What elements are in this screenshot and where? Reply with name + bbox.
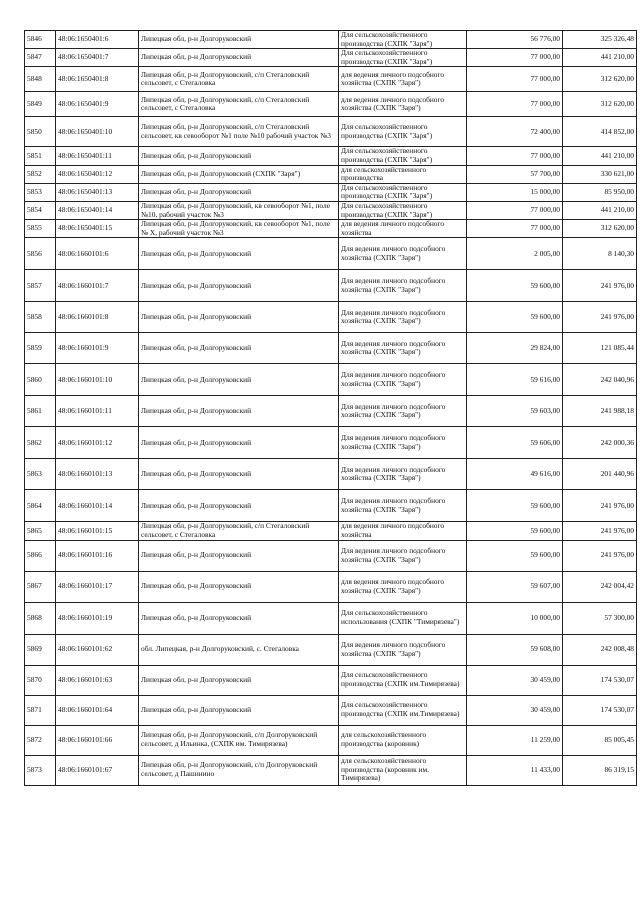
cadastral-number-cell: 48:06:1660101:14 [56, 490, 139, 522]
permitted-use-cell: для ведения личного подсобного хозяйства (СХПК "Заря") [339, 571, 467, 602]
table-row [25, 302, 637, 333]
row-number-cell: 5862 [25, 427, 56, 459]
table-row [25, 183, 637, 201]
row-number-cell: 5861 [25, 396, 56, 427]
table-row [25, 602, 637, 634]
cadastral-value-cell: 330 621,00 [563, 165, 637, 183]
row-number-cell: 5860 [25, 364, 56, 396]
row-number-cell: 5852 [25, 165, 56, 183]
permitted-use-cell: Для ведения личного подсобного хозяйства (СХПК "Заря") [339, 333, 467, 364]
cadastral-value-cell: 242 000,36 [563, 427, 637, 459]
table-row [25, 725, 637, 755]
address-cell: Липецкая обл, р-н Долгоруковский, с/п Стегаловский сельсовет, с Стегаловка [139, 522, 339, 540]
row-number-cell: 5851 [25, 147, 56, 165]
permitted-use-cell: Для ведения личного подсобного хозяйства (СХПК "Заря") [339, 238, 467, 270]
address-cell: Липецкая обл, р-н Долгоруковский, с/п Долгоруковский сельсовет, д Ильинка, (СХПК им. Тимирязева) [139, 725, 339, 755]
address-cell: Липецкая обл, р-н Долгоруковский [139, 147, 339, 165]
address-cell: Липецкая обл, р-н Долгоруковский [139, 364, 339, 396]
cadastral-value-cell: 441 210,00 [563, 49, 637, 67]
cadastral-value-cell: 312 620,00 [563, 92, 637, 117]
area-cell: 72 400,00 [467, 117, 563, 147]
address-cell: Липецкая обл, р-н Долгоруковский [139, 302, 339, 333]
permitted-use-cell: Для ведения личного подсобного хозяйства (СХПК "Заря") [339, 364, 467, 396]
table-row [25, 522, 637, 540]
cadastral-value-cell: 57 300,00 [563, 602, 637, 634]
area-cell: 11 259,00 [467, 725, 563, 755]
cadastral-value-cell: 241 988,18 [563, 396, 637, 427]
permitted-use-cell: Для сельскохозяйственного производства (СХПК "Заря") [339, 201, 467, 219]
permitted-use-cell: для сельскохозяйственного производства (коровник им. Тимирязева) [339, 755, 467, 785]
address-cell: Липецкая обл, р-н Долгоруковский [139, 49, 339, 67]
cadastral-number-cell: 48:06:1660101:16 [56, 540, 139, 571]
row-number-cell: 5872 [25, 725, 56, 755]
permitted-use-cell: для ведения личного подсобного хозяйства (СХПК "Заря") [339, 67, 467, 92]
row-number-cell: 5867 [25, 571, 56, 602]
permitted-use-cell: Для сельскохозяйственного производства (СХПК им.Тимирязева) [339, 695, 467, 725]
cadastral-value-cell: 312 620,00 [563, 220, 637, 238]
table-row [25, 571, 637, 602]
row-number-cell: 5857 [25, 270, 56, 302]
row-number-cell: 5859 [25, 333, 56, 364]
cadastral-value-cell: 312 620,00 [563, 67, 637, 92]
address-cell: Липецкая обл, р-н Долгоруковский [139, 333, 339, 364]
row-number-cell: 5846 [25, 31, 56, 49]
row-number-cell: 5866 [25, 540, 56, 571]
area-cell: 10 000,00 [467, 602, 563, 634]
permitted-use-cell: Для ведения личного подсобного хозяйства (СХПК "Заря") [339, 270, 467, 302]
table-body [25, 31, 637, 786]
cadastral-number-cell: 48:06:1650401:13 [56, 183, 139, 201]
cadastral-value-cell: 414 852,00 [563, 117, 637, 147]
address-cell: Липецкая обл, р-н Долгоруковский, кв севооборот №1, поле № X, рабочий участок №3 [139, 220, 339, 238]
address-cell: обл. Липецкая, р-н Долгоруковский, с. Стегаловка [139, 634, 339, 665]
table-row [25, 117, 637, 147]
address-cell: Липецкая обл, р-н Долгоруковский [139, 238, 339, 270]
permitted-use-cell: для ведения личного подсобного хозяйства [339, 522, 467, 540]
area-cell: 30 459,00 [467, 665, 563, 695]
cadastral-number-cell: 48:06:1660101:8 [56, 302, 139, 333]
cadastral-value-cell: 85 950,00 [563, 183, 637, 201]
area-cell: 59 606,00 [467, 427, 563, 459]
row-number-cell: 5863 [25, 459, 56, 490]
cadastral-value-cell: 241 976,00 [563, 302, 637, 333]
cadastral-value-cell: 242 004,42 [563, 571, 637, 602]
row-number-cell: 5849 [25, 92, 56, 117]
address-cell: Липецкая обл, р-н Долгоруковский [139, 490, 339, 522]
area-cell: 49 616,00 [467, 459, 563, 490]
permitted-use-cell: для ведения личного подсобного хозяйства (СХПК "Заря") [339, 92, 467, 117]
cadastral-value-cell: 201 440,96 [563, 459, 637, 490]
permitted-use-cell: Для ведения личного подсобного хозяйства (СХПК "Заря") [339, 302, 467, 333]
cadastral-number-cell: 48:06:1650401:15 [56, 220, 139, 238]
table-row [25, 665, 637, 695]
cadastral-value-cell: 241 976,00 [563, 270, 637, 302]
row-number-cell: 5854 [25, 201, 56, 219]
address-cell: Липецкая обл, р-н Долгоруковский (СХПК "Заря") [139, 165, 339, 183]
row-number-cell: 5869 [25, 634, 56, 665]
cadastral-number-cell: 48:06:1660101:17 [56, 571, 139, 602]
area-cell: 77 000,00 [467, 147, 563, 165]
area-cell: 59 608,00 [467, 634, 563, 665]
area-cell: 77 000,00 [467, 67, 563, 92]
area-cell: 77 000,00 [467, 220, 563, 238]
area-cell: 59 603,00 [467, 396, 563, 427]
table-row [25, 67, 637, 92]
table-row [25, 165, 637, 183]
address-cell: Липецкая обл, р-н Долгоруковский, с/п Стегаловский сельсовет, с Стегаловка [139, 92, 339, 117]
permitted-use-cell: Для ведения личного подсобного хозяйства (СХПК "Заря") [339, 540, 467, 571]
row-number-cell: 5850 [25, 117, 56, 147]
area-cell: 77 000,00 [467, 49, 563, 67]
area-cell: 2 005,00 [467, 238, 563, 270]
cadastral-number-cell: 48:06:1650401:8 [56, 67, 139, 92]
area-cell: 77 000,00 [467, 201, 563, 219]
cadastral-value-cell: 241 976,00 [563, 522, 637, 540]
cadastral-number-cell: 48:06:1660101:6 [56, 238, 139, 270]
cadastral-value-table [24, 30, 637, 786]
row-number-cell: 5847 [25, 49, 56, 67]
cadastral-value-cell: 242 040,96 [563, 364, 637, 396]
area-cell: 11 433,00 [467, 755, 563, 785]
address-cell: Липецкая обл, р-н Долгоруковский, с/п Стегаловский сельсовет, кв севооборот №1 поле №10 рабочий участок №3 [139, 117, 339, 147]
row-number-cell: 5873 [25, 755, 56, 785]
permitted-use-cell: Для сельскохозяйственного производства (СХПК "Заря") [339, 183, 467, 201]
cadastral-number-cell: 48:06:1660101:19 [56, 602, 139, 634]
cadastral-number-cell: 48:06:1660101:63 [56, 665, 139, 695]
cadastral-number-cell: 48:06:1660101:66 [56, 725, 139, 755]
table-row [25, 31, 637, 49]
address-cell: Липецкая обл, р-н Долгоруковский [139, 31, 339, 49]
address-cell: Липецкая обл, р-н Долгоруковский [139, 427, 339, 459]
cadastral-number-cell: 48:06:1650401:12 [56, 165, 139, 183]
table-row [25, 49, 637, 67]
address-cell: Липецкая обл, р-н Долгоруковский [139, 459, 339, 490]
permitted-use-cell: Для ведения личного подсобного хозяйства (СХПК "Заря") [339, 634, 467, 665]
table-row [25, 364, 637, 396]
area-cell: 59 616,00 [467, 364, 563, 396]
area-cell: 59 600,00 [467, 302, 563, 333]
address-cell: Липецкая обл, р-н Долгоруковский [139, 571, 339, 602]
cadastral-number-cell: 48:06:1660101:62 [56, 634, 139, 665]
cadastral-value-cell: 241 976,00 [563, 540, 637, 571]
cadastral-value-cell: 441 210,00 [563, 201, 637, 219]
cadastral-number-cell: 48:06:1650401:10 [56, 117, 139, 147]
area-cell: 29 824,00 [467, 333, 563, 364]
address-cell: Липецкая обл, р-н Долгоруковский [139, 270, 339, 302]
table-row [25, 427, 637, 459]
permitted-use-cell: Для ведения личного подсобного хозяйства (СХПК "Заря") [339, 490, 467, 522]
cadastral-number-cell: 48:06:1660101:64 [56, 695, 139, 725]
row-number-cell: 5855 [25, 220, 56, 238]
area-cell: 59 600,00 [467, 540, 563, 571]
row-number-cell: 5856 [25, 238, 56, 270]
cadastral-value-cell: 241 976,00 [563, 490, 637, 522]
table-row [25, 540, 637, 571]
cadastral-number-cell: 48:06:1660101:11 [56, 396, 139, 427]
cadastral-number-cell: 48:06:1650401:9 [56, 92, 139, 117]
cadastral-value-cell: 174 530,07 [563, 665, 637, 695]
table-row [25, 201, 637, 219]
row-number-cell: 5868 [25, 602, 56, 634]
permitted-use-cell: Для сельскохозяйственного производства (СХПК "Заря") [339, 117, 467, 147]
cadastral-number-cell: 48:06:1660101:7 [56, 270, 139, 302]
row-number-cell: 5853 [25, 183, 56, 201]
address-cell: Липецкая обл, р-н Долгоруковский, кв севооборот №1, поле №10, рабочий участок №3 [139, 201, 339, 219]
row-number-cell: 5870 [25, 665, 56, 695]
table-row [25, 238, 637, 270]
cadastral-value-cell: 86 319,15 [563, 755, 637, 785]
permitted-use-cell: Для ведения личного подсобного хозяйства (СХПК "Заря") [339, 459, 467, 490]
area-cell: 30 459,00 [467, 695, 563, 725]
cadastral-value-cell: 85 005,45 [563, 725, 637, 755]
area-cell: 56 776,00 [467, 31, 563, 49]
permitted-use-cell: Для сельскохозяйственного производства (СХПК им.Тимирязева) [339, 665, 467, 695]
row-number-cell: 5865 [25, 522, 56, 540]
table-row [25, 147, 637, 165]
address-cell: Липецкая обл, р-н Долгоруковский, с/п Долгоруковский сельсовет, д Пашинино [139, 755, 339, 785]
permitted-use-cell: Для ведения личного подсобного хозяйства (СХПК "Заря") [339, 396, 467, 427]
address-cell: Липецкая обл, р-н Долгоруковский [139, 396, 339, 427]
table-row [25, 270, 637, 302]
cadastral-value-cell: 325 326,48 [563, 31, 637, 49]
address-cell: Липецкая обл, р-н Долгоруковский [139, 183, 339, 201]
cadastral-value-cell: 242 008,48 [563, 634, 637, 665]
cadastral-number-cell: 48:06:1650401:7 [56, 49, 139, 67]
address-cell: Липецкая обл, р-н Долгоруковский [139, 695, 339, 725]
table-row [25, 396, 637, 427]
table-row [25, 695, 637, 725]
permitted-use-cell: для ведения личного подсобного хозяйства [339, 220, 467, 238]
table-row [25, 459, 637, 490]
cadastral-number-cell: 48:06:1660101:13 [56, 459, 139, 490]
cadastral-value-cell: 441 210,00 [563, 147, 637, 165]
row-number-cell: 5871 [25, 695, 56, 725]
table-row [25, 634, 637, 665]
row-number-cell: 5858 [25, 302, 56, 333]
row-number-cell: 5848 [25, 67, 56, 92]
address-cell: Липецкая обл, р-н Долгоруковский [139, 540, 339, 571]
cadastral-number-cell: 48:06:1660101:9 [56, 333, 139, 364]
cadastral-number-cell: 48:06:1660101:10 [56, 364, 139, 396]
permitted-use-cell: для сельскохозяйственного производства (коровник) [339, 725, 467, 755]
table-row [25, 755, 637, 785]
area-cell: 15 000,00 [467, 183, 563, 201]
cadastral-number-cell: 48:06:1650401:6 [56, 31, 139, 49]
cadastral-number-cell: 48:06:1660101:12 [56, 427, 139, 459]
cadastral-number-cell: 48:06:1650401:11 [56, 147, 139, 165]
area-cell: 77 000,00 [467, 92, 563, 117]
address-cell: Липецкая обл, р-н Долгоруковский [139, 602, 339, 634]
permitted-use-cell: Для сельскохозяйственного использования (СХПК "Тимирязева") [339, 602, 467, 634]
cadastral-number-cell: 48:06:1660101:67 [56, 755, 139, 785]
permitted-use-cell: Для ведения личного подсобного хозяйства (СХПК "Заря") [339, 427, 467, 459]
address-cell: Липецкая обл, р-н Долгоруковский, с/п Стегаловский сельсовет, с Стегаловка [139, 67, 339, 92]
table-row [25, 490, 637, 522]
permitted-use-cell: Для сельскохозяйственного производства (СХПК "Заря") [339, 49, 467, 67]
permitted-use-cell: Для сельскохозяйственного производства (СХПК "Заря") [339, 147, 467, 165]
cadastral-number-cell: 48:06:1650401:14 [56, 201, 139, 219]
area-cell: 59 600,00 [467, 522, 563, 540]
cadastral-value-cell: 121 085,44 [563, 333, 637, 364]
table-row [25, 220, 637, 238]
table-row [25, 333, 637, 364]
cadastral-value-cell: 174 530,07 [563, 695, 637, 725]
area-cell: 59 607,00 [467, 571, 563, 602]
area-cell: 59 600,00 [467, 490, 563, 522]
cadastral-number-cell: 48:06:1660101:15 [56, 522, 139, 540]
area-cell: 59 600,00 [467, 270, 563, 302]
permitted-use-cell: для сельскохозяйственного производства [339, 165, 467, 183]
permitted-use-cell: Для сельскохозяйственного производства (СХПК "Заря") [339, 31, 467, 49]
address-cell: Липецкая обл, р-н Долгоруковский [139, 665, 339, 695]
area-cell: 57 700,00 [467, 165, 563, 183]
row-number-cell: 5864 [25, 490, 56, 522]
table-row [25, 92, 637, 117]
cadastral-value-cell: 8 140,30 [563, 238, 637, 270]
